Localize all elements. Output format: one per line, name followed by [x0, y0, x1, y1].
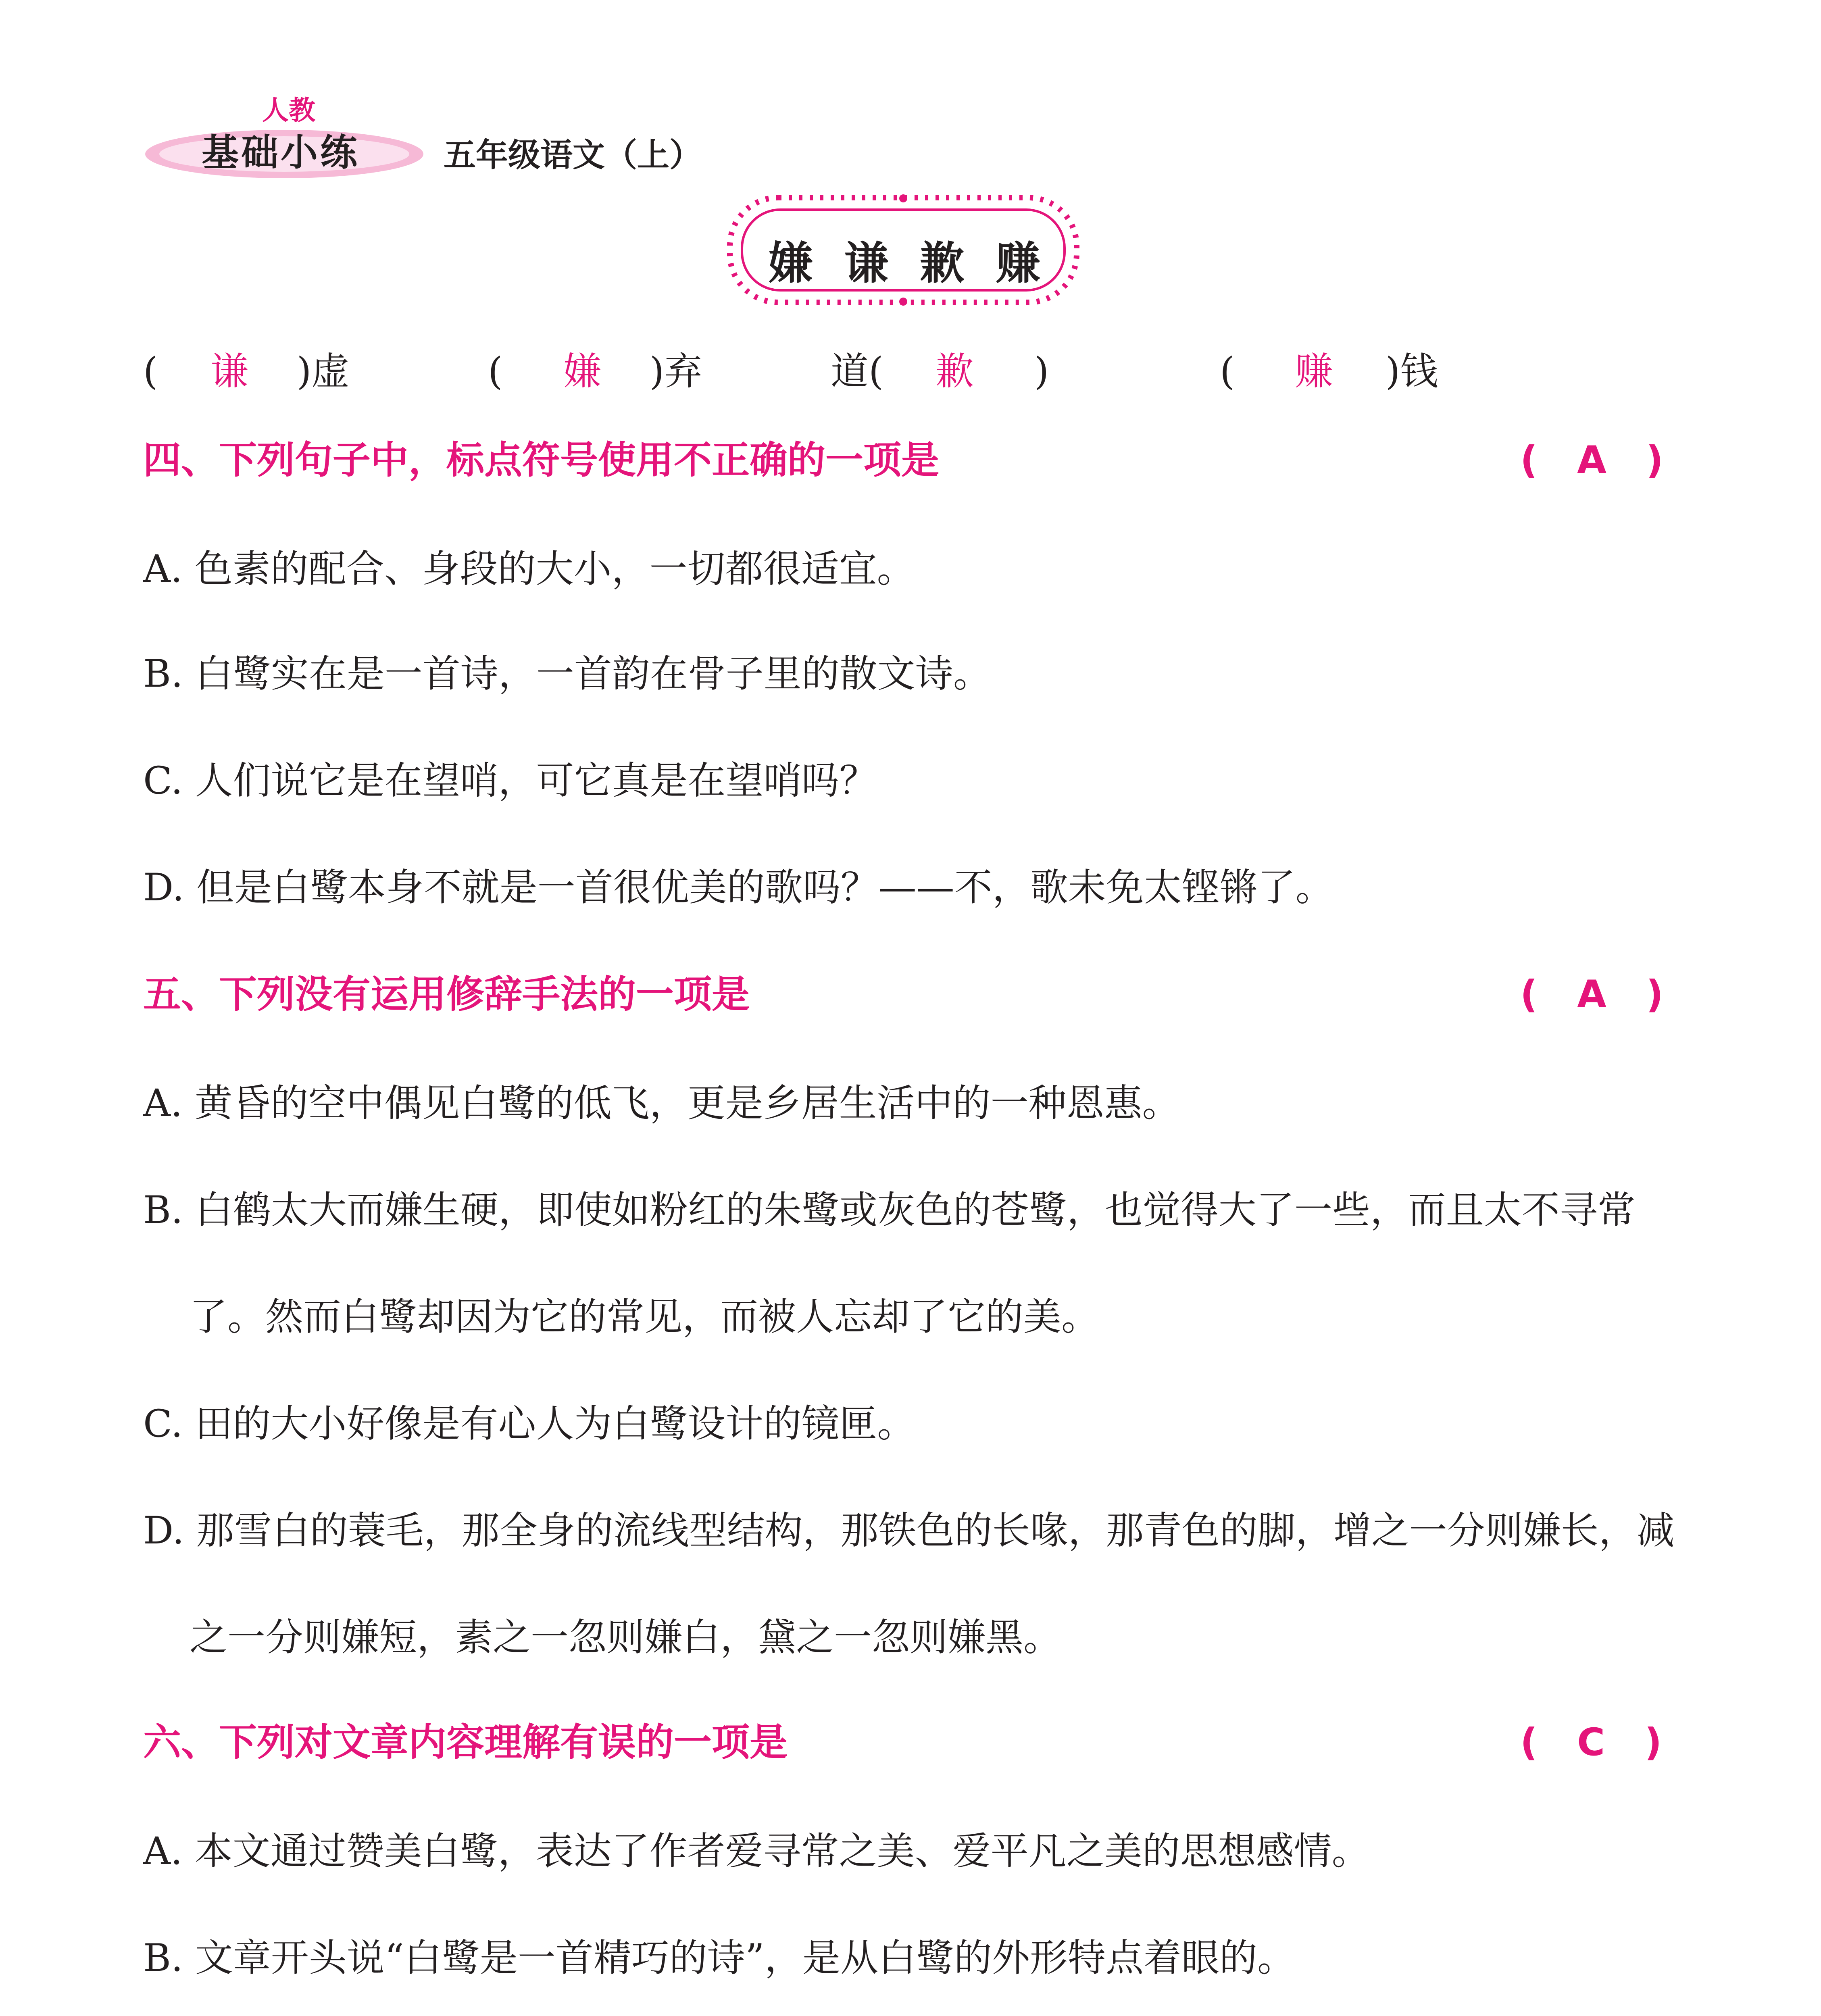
fill-item-4: ( 赚 )钱 [1220, 350, 1438, 394]
q5-option-c: C. 田的大小好像是有心人为白鹭设计的镜匣。 [143, 1402, 915, 1446]
q4-option-b: B. 白鹭实在是一首诗，一首韵在骨子里的散文诗。 [143, 652, 991, 696]
q5-option-d-cont: 之一分则嫌短，素之一忽则嫌白，黛之一忽则嫌黑。 [190, 1616, 1062, 1660]
q6-option-b: B. 文章开头说“白鹭是一首精巧的诗”，是从白鹭的外形特点着眼的。 [143, 1936, 1295, 1980]
q5-option-d: D. 那雪白的蓑毛，那全身的流线型结构，那铁色的长喙，那青色的脚，增之一分则嫌长，减 [143, 1509, 1675, 1553]
fill-suffix-1: )虚 [296, 350, 350, 394]
q6-answer: C [1577, 1720, 1605, 1764]
q4-heading: 四、下列句子中，标点符号使用不正确的一项是 [143, 438, 940, 482]
fill-answer-3: 歉 [936, 350, 974, 394]
fill-suffix-4: )钱 [1385, 350, 1438, 394]
q4-option-d: D. 但是白鹭本身不就是一首很优美的歌吗？——不，歌未免太铿锵了。 [143, 866, 1333, 910]
fill-item-1: ( 谦 )虚 [143, 350, 350, 394]
fill-suffix-3: ) [1034, 350, 1049, 394]
q5-heading: 五、下列没有运用修辞手法的一项是 [143, 973, 750, 1016]
publisher-label: 人教 [262, 95, 315, 126]
q5-answer: A [1577, 973, 1606, 1016]
q5-option-a: A. 黄昏的空中偶见白鹭的低飞，更是乡居生活中的一种恩惠。 [143, 1081, 1180, 1125]
fill-answer-1: 谦 [210, 350, 248, 394]
q4-option-c: C. 人们说它是在望哨，可它真是在望哨吗？ [143, 759, 877, 803]
q4-option-a: A. 色素的配合、身段的大小，一切都很适宜。 [143, 547, 915, 591]
q4-answer-bracket: ( A ) [1520, 438, 1664, 482]
fill-item-3 [831, 350, 1049, 394]
q4-answer: A [1577, 438, 1606, 482]
q5-option-b: B. 白鹤太大而嫌生硬，即使如粉红的朱鹭或灰色的苍鹭，也觉得大了一些，而且太不寻常 [143, 1188, 1636, 1232]
q6-heading: 六、下列对文章内容理解有误的一项是 [143, 1720, 788, 1764]
fill-answer-4: 赚 [1295, 350, 1333, 394]
q6-answer-bracket: ( C ) [1520, 1720, 1662, 1764]
q6-option-a: A. 本文通过赞美白鹭，表达了作者爱寻常之美、爱平凡之美的思想感情。 [143, 1829, 1370, 1873]
series-title: 基础小练 [202, 131, 360, 174]
fill-prefix-3: 道( [831, 350, 883, 394]
char-group-title: 嫌 谦 歉 赚 [768, 237, 1048, 289]
fill-suffix-2: )弃 [649, 350, 702, 394]
q5-answer-bracket: ( A ) [1520, 973, 1664, 1016]
fill-item-2: ( 嫌 )弃 [488, 350, 702, 394]
q5-option-b-cont: 了。然而白鹭却因为它的常见，而被人忘却了它的美。 [190, 1295, 1100, 1339]
grade-subject: 五年级语文（上） [444, 136, 702, 174]
fill-answer-2: 嫌 [563, 350, 601, 394]
